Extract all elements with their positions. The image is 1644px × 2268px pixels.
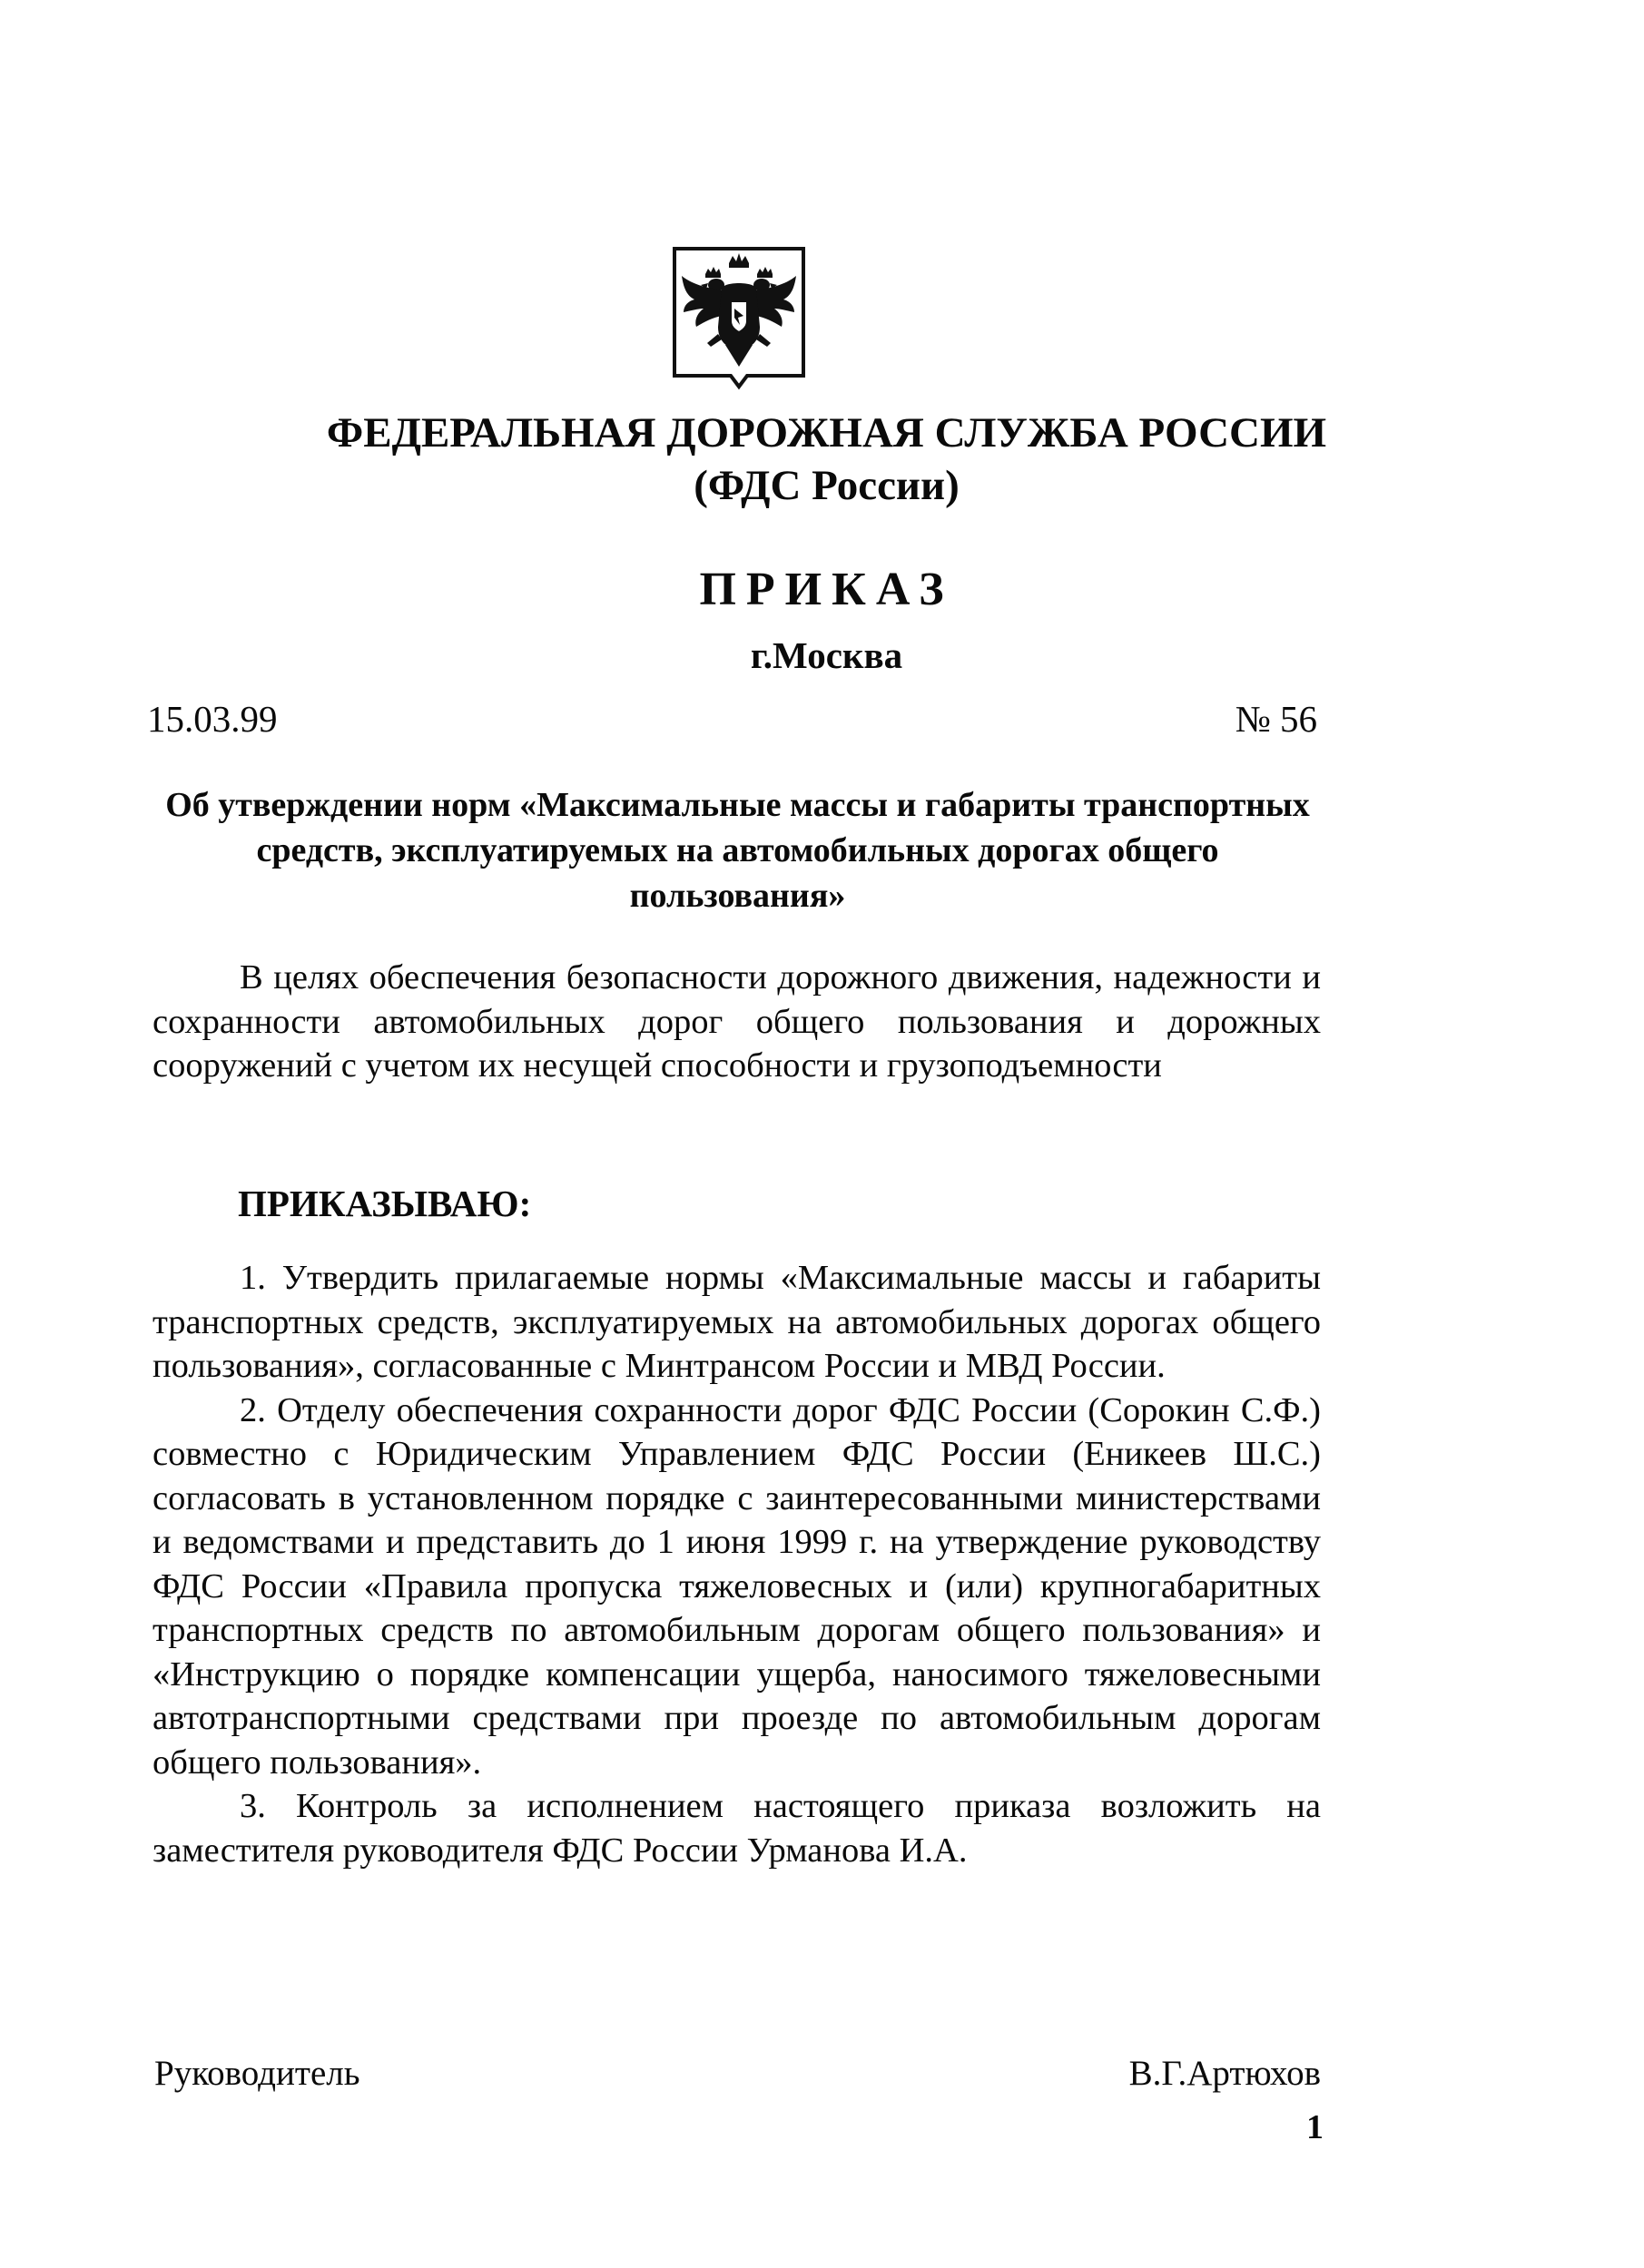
signatory-name: В.Г.Артюхов xyxy=(1128,2054,1321,2093)
preamble-text: В целях обеспечения безопасности дорожного движения, надежности и сохранности автомобильных дорог общего пользования и дорожных сооружений с учетом их несущей способности и грузоподъемности xyxy=(153,958,1321,1085)
document-date: 15.03.99 xyxy=(147,698,278,740)
directive-heading: ПРИКАЗЫВАЮ: xyxy=(238,1183,532,1224)
document-city: г.Москва xyxy=(750,634,903,676)
agency-header xyxy=(0,407,1644,512)
russian-coat-of-arms-icon xyxy=(669,243,809,392)
document-number: № 56 xyxy=(1235,698,1317,740)
document-subject: Об утверждении норм «Максимальные массы и габариты транспортных средств, эксплуатируемых на автомобильных дорогах общего пользования» xyxy=(165,786,1310,915)
order-item: 2. Отделу обеспечения сохранности дорог ФДС России (Сорокин С.Ф.) совместно с Юридическим Управлением ФДС России (Еникеев Ш.С.) согласовать в установленном порядке с заинтересованными министерствами и ведомствами и представить до 1 июня 1999 г. на утверждение руководству ФДС России «Правила пропуска тяжеловесных и (или) крупногабаритных транспортных средств по автомобильным дорогам общего пользования» и «Инструкцию о порядке компенсации ущерба, наносимого тяжеловесными автотранспортными средствами при проезде по автомобильным дорогам общего пользования». xyxy=(153,1390,1321,1782)
agency-name: ФЕДЕРАЛЬНАЯ ДОРОЖНАЯ СЛУЖБА РОССИИ xyxy=(326,409,1327,457)
signatory-role: Руководитель xyxy=(154,2054,360,2093)
order-item: 1. Утвердить прилагаемые нормы «Максимальные массы и габариты транспортных средств, эксплуатируемых на автомобильных дорогах общего пользования», согласованные с Минтрансом России и МВД России. xyxy=(153,1259,1321,1385)
order-item: 3. Контроль за исполнением настоящего приказа возложить на заместителя руководителя ФДС России Урманова И.А. xyxy=(153,1787,1321,1870)
document-type: ПРИКАЗ xyxy=(699,564,954,615)
page-number: 1 xyxy=(1306,2108,1324,2146)
preamble xyxy=(153,956,1321,1088)
agency-short-name: (ФДС России) xyxy=(694,462,960,509)
order-items xyxy=(153,1256,1321,1872)
